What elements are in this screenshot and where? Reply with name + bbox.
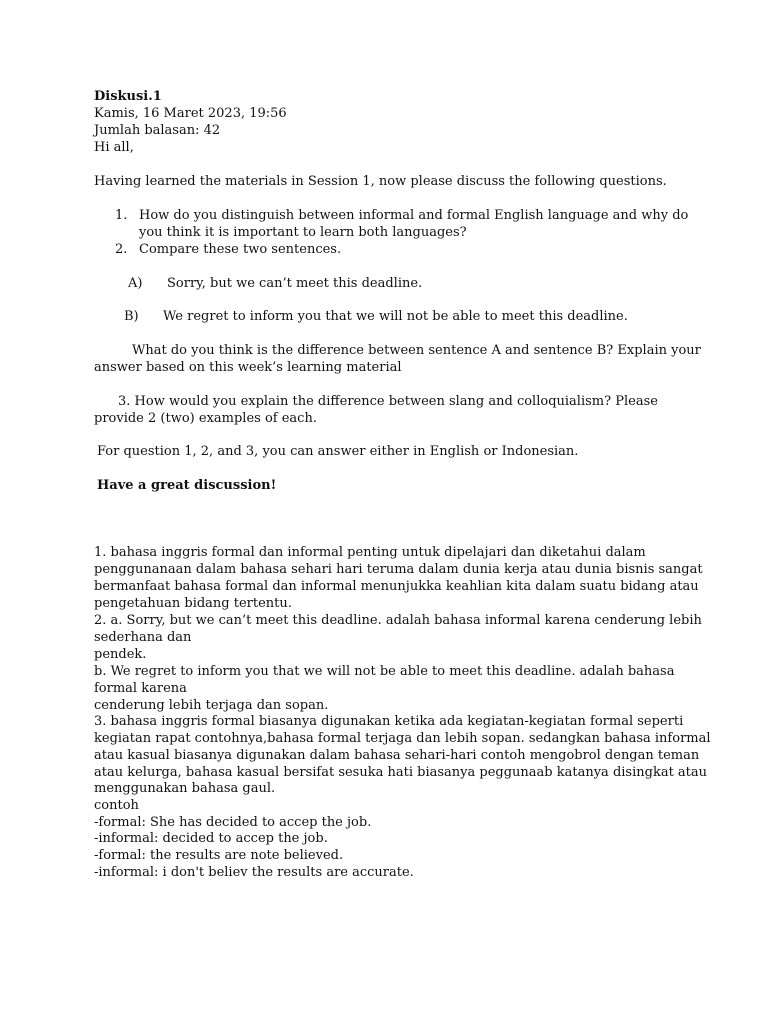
question-2-text: Compare these two sentences. <box>139 242 342 257</box>
closing-line: Have a great discussion! <box>97 478 277 493</box>
answer-line: -informal: decided to accep the job. <box>94 831 328 846</box>
intro-text: Having learned the materials in Session 1, now please discuss the following questions. <box>94 174 667 189</box>
sentence-b-label: B) <box>124 309 139 324</box>
answer-line: -informal: i don't believ the results are accurate. <box>94 865 414 880</box>
reply-count: Jumlah balasan: 42 <box>94 123 221 138</box>
language-note: For question 1, 2, and 3, you can answer either in English or Indonesian. <box>97 444 579 459</box>
answer-line: 1. bahasa inggris formal dan informal penting untuk dipelajari dan diketahui dalam <box>94 545 646 560</box>
question-3-line-1: 3. How would you explain the difference between slang and colloquialism? Please <box>118 394 658 409</box>
answer-line: b. We regret to inform you that we will not be able to meet this deadline. adalah bahasa <box>94 664 675 679</box>
answer-line: atau kelurga, bahasa kasual bersifat sesuka hati biasanya peggunaab katanya disingkat atau <box>94 765 708 780</box>
post-title: Diskusi.1 <box>94 89 162 104</box>
answer-line: pendek. <box>94 647 147 662</box>
answer-line: kegiatan rapat contohnya,bahasa formal terjaga dan lebih sopan. sedangkan bahasa informal <box>94 731 711 746</box>
greeting: Hi all, <box>94 140 134 155</box>
answer-line: formal karena <box>94 681 187 696</box>
answer-line: menggunakan bahasa gaul. <box>94 781 276 796</box>
sentence-a-text: Sorry, but we can’t meet this deadline. <box>167 276 423 291</box>
sentence-a-label: A) <box>128 276 143 291</box>
answer-line: pengetahuan bidang tertentu. <box>94 596 292 611</box>
question-2-number: 2. <box>115 242 128 257</box>
answer-line: -formal: She has decided to accep the job. <box>94 815 372 830</box>
question-2-follow-line-1: What do you think is the difference between sentence A and sentence B? Explain your <box>132 343 701 358</box>
question-2-follow-line-2: answer based on this week’s learning material <box>94 360 402 375</box>
answer-line: contoh <box>94 798 139 813</box>
answer-line: bermanfaat bahasa formal dan informal menunjukka keahlian kita dalam suatu bidang atau <box>94 579 699 594</box>
question-1-line-2: you think it is important to learn both languages? <box>139 225 467 240</box>
question-1-number: 1. <box>115 208 128 223</box>
answer-line: cenderung lebih terjaga dan sopan. <box>94 698 329 713</box>
question-1-line-1: How do you distinguish between informal and formal English language and why do <box>139 208 689 223</box>
answer-line: atau kasual biasanya digunakan dalam bahasa sehari-hari contoh mengobrol dengan teman <box>94 748 700 763</box>
post-datetime: Kamis, 16 Maret 2023, 19:56 <box>94 106 287 121</box>
answer-line: 3. bahasa inggris formal biasanya digunakan ketika ada kegiatan-kegiatan formal seperti <box>94 714 684 729</box>
question-3-line-2: provide 2 (two) examples of each. <box>94 411 317 426</box>
sentence-b-text: We regret to inform you that we will not be able to meet this deadline. <box>163 309 628 324</box>
answer-line: penggunanaan dalam bahasa sehari hari teruma dalam dunia kerja atau dunia bisnis sangat <box>94 562 703 577</box>
answer-line: sederhana dan <box>94 630 192 645</box>
answer-line: 2. a. Sorry, but we can’t meet this deadline. adalah bahasa informal karena cenderung lebih <box>94 613 702 628</box>
answer-line: -formal: the results are note believed. <box>94 848 344 863</box>
